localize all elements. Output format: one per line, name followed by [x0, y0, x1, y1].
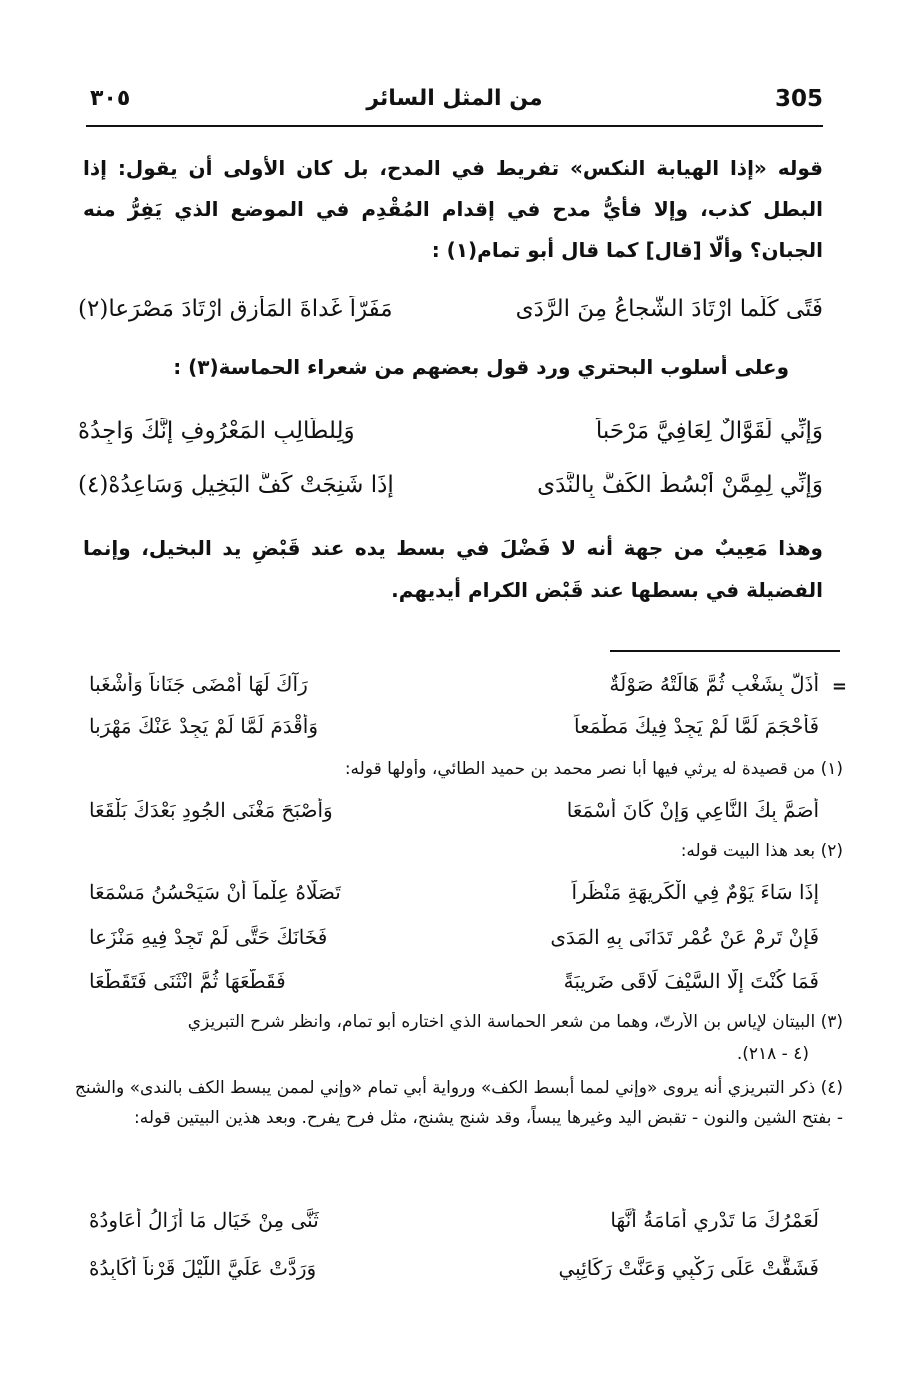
intro-line-2: وعلى أسلوب البحتري ورد قول بعضهم من شعراء الحماسة(٣) : [173, 355, 789, 379]
footnote-cont-verse-2 [89, 714, 819, 748]
verse-2 [78, 418, 823, 458]
verse-3-second-hemistich: إذَا شَنِجَتْ كَفُّ البَخِيلِ وَسَاعِدُهْ(٤) [78, 472, 394, 498]
footnote-2: (٢) بعد هذا البيت قوله: [680, 841, 843, 861]
footnote-cont-verse-1 [89, 672, 819, 706]
footnote-1: (١) من قصيدة له يرثي فيها أبا نصر محمد بن حميد الطائي، وأولها قوله: [344, 759, 843, 779]
cont-verse-2-first: فَأَحْجَمَ لَمَّا لَمْ يَجِدْ فِيكَ مَطْمَعاً [573, 714, 819, 738]
verse-2-second-hemistich: وَلِلطَّالِبِ المَعْرُوفِ إِنَّكَ وَاجِدُهْ [78, 418, 355, 444]
footnote-1-verse [89, 798, 819, 832]
footnote-2-verse-2 [89, 925, 819, 959]
fn4-verse-1-first: لَعَمْرُكَ مَا تَدْرِي أُمَامَةُ أَنَّهَا [610, 1208, 819, 1232]
page-number-latin: 305 [774, 86, 823, 112]
fn4-verse-1-second: ثَنَّى مِنْ خَيَالٍ مَا أَزَالُ أُعَاوِدُهْ [89, 1208, 319, 1232]
cont-verse-1-first: أَذَلَّ بِشَغْبٍ ثُمَّ هَالَتْهُ صَوْلَةٌ [609, 672, 819, 696]
fn1-verse-second: وَأَصْبَحَ مَغْنَى الجُودِ بَعْدَكَ بَلْقَعَا [89, 798, 333, 822]
fn4-verse-2-second: وَرَدَّتْ عَلَيَّ اللَّيْلَ قَرْناً أُكَابِدُهْ [89, 1256, 317, 1280]
verse-1-second-hemistich: مَفَرّاً غَداةَ المَأْزِقِ ارْتَادَ مَصْرَعا(٢) [78, 296, 393, 322]
footnote-3-line-2: (٤ - ٢١٨). [736, 1044, 809, 1064]
fn2-verse-2-first: فَإِنْ تَرِمْ عَنْ عُمْرٍ تَدَانَى بِهِ المَدَى [550, 925, 819, 949]
fn4-verse-2-first: فَشَقَّتْ عَلَى رَكْبِي وَعَنَّتْ رَكَائِبِي [558, 1256, 819, 1280]
page-header [86, 84, 823, 124]
page-number-arabic: ٣٠٥ [90, 86, 131, 111]
verse-3 [78, 472, 823, 512]
footnote-2-verse-3 [89, 969, 819, 1003]
verse-1-first-hemistich: فَتًى كُلَّما ارْتَادَ الشُّجاعُ مِنَ الرَّدَى [515, 296, 823, 322]
fn2-verse-1-second: تَصَلَّاهُ عِلْماً أَنْ سَيَحْسُنُ مَسْمَعَا [89, 880, 341, 904]
footnote-2-verse-1 [89, 880, 819, 914]
paragraph-1: قوله «إذا الهيابة النكس» تفريط في المدح، بل كان الأولى أن يقول: إذا البطل كذب، وإلا فأيُّ مدح في إقدام المُقْدِم في الموضع الذي يَفِرُّ منه الجبان؟ وألّا [قال] كما قال أبو تمام(١) : [83, 156, 823, 262]
footnote-rule [610, 650, 840, 652]
fn2-verse-3-second: فَقَطَّعَهَا ثُمَّ انْثَنَى فَتَقَطَّعَا [89, 969, 286, 993]
fn2-verse-3-first: فَمَا كُنْتَ إِلَّا السَّيْفَ لَاقَى ضَرِيبَةً [563, 969, 819, 993]
fn2-verse-2-second: فَخَانَكَ حَتَّى لَمْ تَجِدْ فِيهِ مَنْزَعا [89, 925, 328, 949]
footnote-3-line-1: (٣) البيتان لإياس بن الأرتّ، وهما من شعر الحماسة الذي اختاره أبو تمام، وانظر شرح التبريزي [187, 1012, 843, 1032]
cont-verse-2-second: وَأَقْدَمَ لَمَّا لَمْ يَجِدْ عَنْكَ مَهْرَبا [89, 714, 319, 738]
fn2-verse-1-first: إِذَا سَاءَ يَوْمٌ فِي الْكَرِيهَةِ مَنْظَراً [571, 880, 819, 904]
verse-1 [78, 296, 823, 336]
footnote-4-verse-2 [89, 1256, 819, 1290]
cont-verse-1-second: رَآكَ لَهَا أَمْضَى جَنَاناً وَأَشْغَبا [89, 672, 308, 696]
footnote-4-verse-1 [89, 1208, 819, 1242]
verse-3-first-hemistich: وَإِنِّي لِمِمَّنْ أَبْسُطُ الكَفَّ بِالنَّدَى [537, 472, 823, 498]
fn1-verse-first: أَصَمَّ بِكَ النَّاعِي وَإِنْ كَانَ أَسْمَعَا [566, 798, 819, 822]
paragraph-2: وهذا مَعِيبٌ من جهة أنه لا فَضْلَ في بسط يده عند قَبْضِ يد البخيل، وإنما الفضيلة في بسطها عند قَبْض الكرام أيديهم. [83, 536, 823, 602]
footnote-4: (٤) ذكر التبريزي أنه يروى «وإني لمما أبسط الكف» ورواية أبي تمام «وإني لممن يبسط الكف بالندى» والشنج - بفتح الشين والنون - تقبض اليد وغيرها يبساً، وقد شنج يشنج، مثل فرح يفرح. وبعد هذين البيتين قوله: [74, 1078, 843, 1128]
continuation-mark: = [831, 676, 847, 697]
running-title: من المثل السائر [366, 86, 543, 111]
header-rule [86, 125, 823, 127]
verse-2-first-hemistich: وَإِنِّي لَقَوَّالٌ لِعَافِيَّ مَرْحَباً [595, 418, 823, 444]
